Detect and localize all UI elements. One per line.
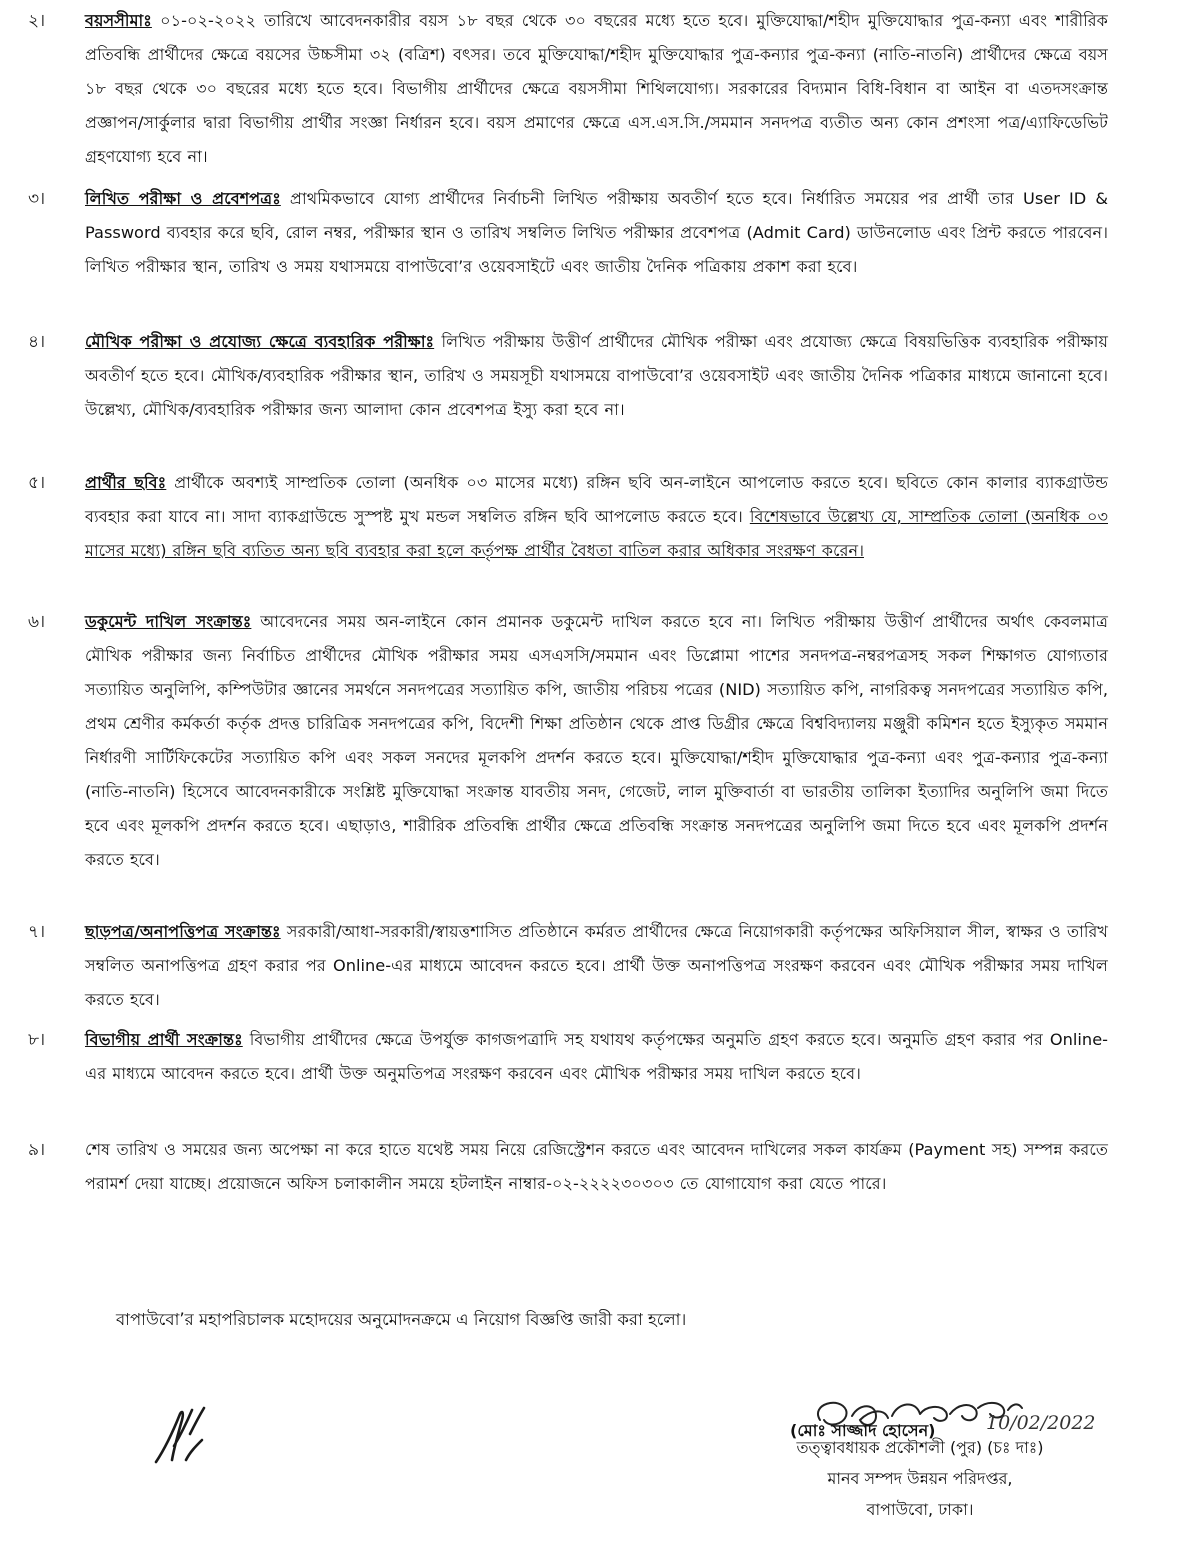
signature-date: 10/02/2022	[986, 1412, 1096, 1434]
clause-3	[28, 182, 1108, 284]
clause-number: ২।	[28, 11, 46, 31]
clause-9	[28, 1133, 1108, 1201]
clause-4	[28, 325, 1108, 427]
clause-text: সরকারী/আধা-সরকারী/স্বায়ত্তশাসিত প্রতিষ্ঠানে কর্মরত প্রার্থীদের ক্ষেত্রে নিয়োগকারী কর্তৃপক্ষের অফিসিয়াল সীল, স্বাক্ষর ও তারিখ সম্বলিত অনাপত্তিপত্র গ্রহণ করার পর Online-এর মাধ্যমে আবেদন করতে হবে। প্রার্থী উক্ত অনাপত্তিপত্র সংরক্ষণ করবেন এবং মৌখিক পরীক্ষার সময় দাখিল করতে হবে।	[85, 922, 1108, 1009]
clause-number: ৫।	[28, 473, 46, 493]
signatory-name: (মোঃ সাজ্জাদ হোসেন)	[790, 1421, 936, 1440]
clause-text: প্রাথমিকভাবে যোগ্য প্রার্থীদের নির্বাচনী লিখিত পরীক্ষায় অবতীর্ণ হতে হবে। নির্ধারিত সময়ের পর প্রার্থী তার User ID & Password ব্যবহার করে ছবি, রোল নম্বর, পরীক্ষার স্থান ও তারিখ সম্বলিত লিখিত পরীক্ষার প্রবেশপত্র (Admit Card) ডাউনলোড এবং প্রিন্ট করতে পারবেন। লিখিত পরীক্ষার স্থান, তারিখ ও সময় যথাসময়ে বাপাউবো’র ওয়েবসাইটে এবং জাতীয় দৈনিক পত্রিকায় প্রকাশ করা হবে।	[85, 189, 1108, 276]
clause-8	[28, 1023, 1108, 1091]
clause-emphasis: বিশেষভাবে উল্লেখ্য যে, সাম্প্রতিক তোলা (অনধিক ০৩ মাসের মধ্যে) রঙ্গিন ছবি ব্যতিত অন্য ছবি ব্যবহার করা হলে কর্তৃপক্ষ প্রার্থীর বৈধতা বাতিল করার অধিকার সংরক্ষণ করেন।	[85, 507, 1108, 560]
clause-5	[28, 466, 1108, 568]
signatory-block	[760, 1432, 1080, 1525]
clause-heading: বয়সসীমাঃ	[85, 11, 152, 30]
clause-number: ৪।	[28, 332, 46, 352]
clause-number: ৩।	[28, 189, 46, 209]
clause-body	[85, 605, 1108, 877]
clause-number: ৬।	[28, 612, 46, 632]
signatory-designation: তত্ত্বাবধায়ক প্রকৌশলী (পুর) (চঃ দাঃ)	[796, 1438, 1044, 1457]
clause-body	[85, 1023, 1108, 1091]
clause-body	[85, 466, 1108, 568]
clause-heading: লিখিত পরীক্ষা ও প্রবেশপত্রঃ	[85, 189, 281, 208]
clause-body	[85, 1133, 1108, 1201]
clause-heading: ছাড়পত্র/অনাপত্তিপত্র সংক্রান্তঃ	[85, 922, 281, 941]
initials-mark	[150, 1400, 220, 1470]
signatory-department: মানব সম্পদ উন্নয়ন পরিদপ্তর,	[827, 1469, 1013, 1488]
clause-6	[28, 605, 1108, 877]
clause-body	[85, 182, 1108, 284]
clause-number: ৯।	[28, 1140, 46, 1160]
clause-7	[28, 915, 1108, 1017]
clause-heading: বিভাগীয় প্রার্থী সংক্রান্তঃ	[85, 1030, 243, 1049]
clause-body	[85, 4, 1108, 174]
clause-2	[28, 4, 1108, 174]
clause-text: আবেদনের সময় অন-লাইনে কোন প্রমানক ডকুমেন্ট দাখিল করতে হবে না। লিখিত পরীক্ষায় উত্তীর্ণ প্রার্থীদের অর্থাৎ কেবলমাত্র মৌখিক পরীক্ষার জন্য নির্বাচিত প্রার্থীদের মৌখিক পরীক্ষার সময় এসএসসি/সমমান এবং ডিপ্লোমা পাশের সনদপত্র-নম্বরপত্রসহ সকল শিক্ষাগত যোগ্যতার সত্যায়িত অনুলিপি, কম্পিউটার জ্ঞানের সমর্থনে সনদপত্রের সত্যায়িত কপি, জাতীয় পরিচয় পত্রের (NID) সত্যায়িত কপি, নাগরিকত্ব সনদপত্রের সত্যায়িত কপি, প্রথম শ্রেণীর কর্মকর্তা কর্তৃক প্রদত্ত চারিত্রিক সনদপত্রের কপি, বিদেশী শিক্ষা প্রতিষ্ঠান থেকে প্রাপ্ত ডিগ্রীর ক্ষেত্রে বিশ্ববিদ্যালয় মঞ্জুরী কমিশন হতে ইস্যুকৃত সমমান নির্ধারণী সার্টিফিকেটের সত্যায়িত কপি এবং সকল সনদের মূলকপি প্রদর্শন করতে হবে। মুক্তিযোদ্ধা/শহীদ মুক্তিযোদ্ধার পুত্র-কন্যা এবং পুত্র-কন্যার পুত্র-কন্যা (নাতি-নাতনি) হিসেবে আবেদনকারীকে সংশ্লিষ্ট মুক্তিযোদ্ধা সংক্রান্ত যাবতীয় সনদ, গেজেট, লাল মুক্তিবার্তা বা ভারতীয় তালিকা ইত্যাদির অনুলিপি জমা দিতে হবে এবং মূলকপি প্রদর্শন করতে হবে। এছাড়াও, শারীরিক প্রতিবন্ধি প্রার্থীর ক্ষেত্রে প্রতিবন্ধি সংক্রান্ত সনদপত্রের অনুলিপি জমা দিতে হবে এবং মূলকপি প্রদর্শন করতে হবে।	[85, 612, 1108, 869]
clause-text: বিভাগীয় প্রার্থীদের ক্ষেত্রে উপর্যুক্ত কাগজপত্রাদি সহ যথাযথ কর্তৃপক্ষের অনুমতি গ্রহণ করতে হবে। অনুমতি গ্রহণ করার পর Online-এর মাধ্যমে আবেদন করতে হবে। প্রার্থী উক্ত অনুমতিপত্র সংরক্ষণ করবেন এবং মৌখিক পরীক্ষার সময় দাখিল করতে হবে।	[85, 1030, 1108, 1083]
clause-heading: ডকুমেন্ট দাখিল সংক্রান্তঃ	[85, 612, 252, 631]
clause-text: লিখিত পরীক্ষায় উত্তীর্ণ প্রার্থীদের মৌখিক পরীক্ষা এবং প্রযোজ্য ক্ষেত্রে বিষয়ভিত্তিক ব্যবহারিক পরীক্ষায় অবতীর্ণ হতে হবে। মৌখিক/ব্যবহারিক পরীক্ষার স্থান, তারিখ ও সময়সূচী যথাসময়ে বাপাউবো’র ওয়েবসাইট এবং জাতীয় দৈনিক পত্রিকার মাধ্যমে জানানো হবে। উল্লেখ্য, মৌখিক/ব্যবহারিক পরীক্ষার জন্য আলাদা কোন প্রবেশপত্র ইস্যু করা হবে না।	[85, 332, 1108, 419]
clause-body	[85, 325, 1108, 427]
clause-text: ০১-০২-২০২২ তারিখে আবেদনকারীর বয়স ১৮ বছর থেকে ৩০ বছরের মধ্যে হতে হবে। মুক্তিযোদ্ধা/শহীদ মুক্তিযোদ্ধার পুত্র-কন্যা এবং শারীরিক প্রতিবন্ধি প্রার্থীদের ক্ষেত্রে বয়সের উচ্চসীমা ৩২ (বত্রিশ) বৎসর। তবে মুক্তিযোদ্ধা/শহীদ মুক্তিযোদ্ধার পুত্র-কন্যার পুত্র-কন্যা (নাতি-নাতনি) প্রার্থীদের ক্ষেত্রে বয়স ১৮ বছর থেকে ৩০ বছরের মধ্যে হতে হবে। বিভাগীয় প্রার্থীদের ক্ষেত্রে বয়সসীমা শিথিলযোগ্য। সরকারের বিদ্যমান বিধি-বিধান বা আইন বা এতদসংক্রান্ত প্রজ্ঞাপন/সার্কুলার দ্বারা বিভাগীয় প্রার্থীর সংজ্ঞা নির্ধারন হবে। বয়স প্রমাণের ক্ষেত্রে এস.এস.সি./সমমান সনদপত্র ব্যতীত অন্য কোন প্রশংসা পত্র/এ্যাফিডেভিট গ্রহণযোগ্য হবে না।	[85, 11, 1108, 166]
clause-body	[85, 915, 1108, 1017]
closing-statement: বাপাউবো’র মহাপরিচালক মহোদয়ের অনুমোদনক্রমে এ নিয়োগ বিজ্ঞপ্তি জারী করা হলো।	[116, 1310, 687, 1329]
clause-number: ৭।	[28, 922, 46, 942]
clause-heading: মৌখিক পরীক্ষা ও প্রযোজ্য ক্ষেত্রে ব্যবহারিক পরীক্ষাঃ	[85, 332, 435, 351]
clause-text: প্রার্থীকে অবশ্যই সাম্প্রতিক তোলা (অনধিক ০৩ মাসের মধ্যে) রঙ্গিন ছবি অন-লাইনে আপলোড করতে হবে। ছবিতে কোন কালার ব্যাকগ্রাউন্ড ব্যবহার করা যাবে না। সাদা ব্যাকগ্রাউন্ডে সুস্পষ্ট মুখ মন্ডল সম্বলিত রঙ্গিন ছবি আপলোড করতে হবে।	[85, 473, 1108, 526]
clause-heading: প্রার্থীর ছবিঃ	[85, 473, 167, 492]
clause-text: শেষ তারিখ ও সময়ের জন্য অপেক্ষা না করে হাতে যথেষ্ট সময় নিয়ে রেজিস্ট্রেশন করতে এবং আবেদন দাখিলের সকল কার্যক্রম (Payment সহ) সম্পন্ন করতে পরামর্শ দেয়া যাচ্ছে। প্রয়োজনে অফিস চলাকালীন সময়ে হটলাইন নাম্বার-০২-২২২২৩০৩০৩ তে যোগাযোগ করা যেতে পারে।	[85, 1140, 1108, 1193]
clause-number: ৮।	[28, 1030, 46, 1050]
signatory-location: বাপাউবো, ঢাকা।	[866, 1500, 974, 1519]
